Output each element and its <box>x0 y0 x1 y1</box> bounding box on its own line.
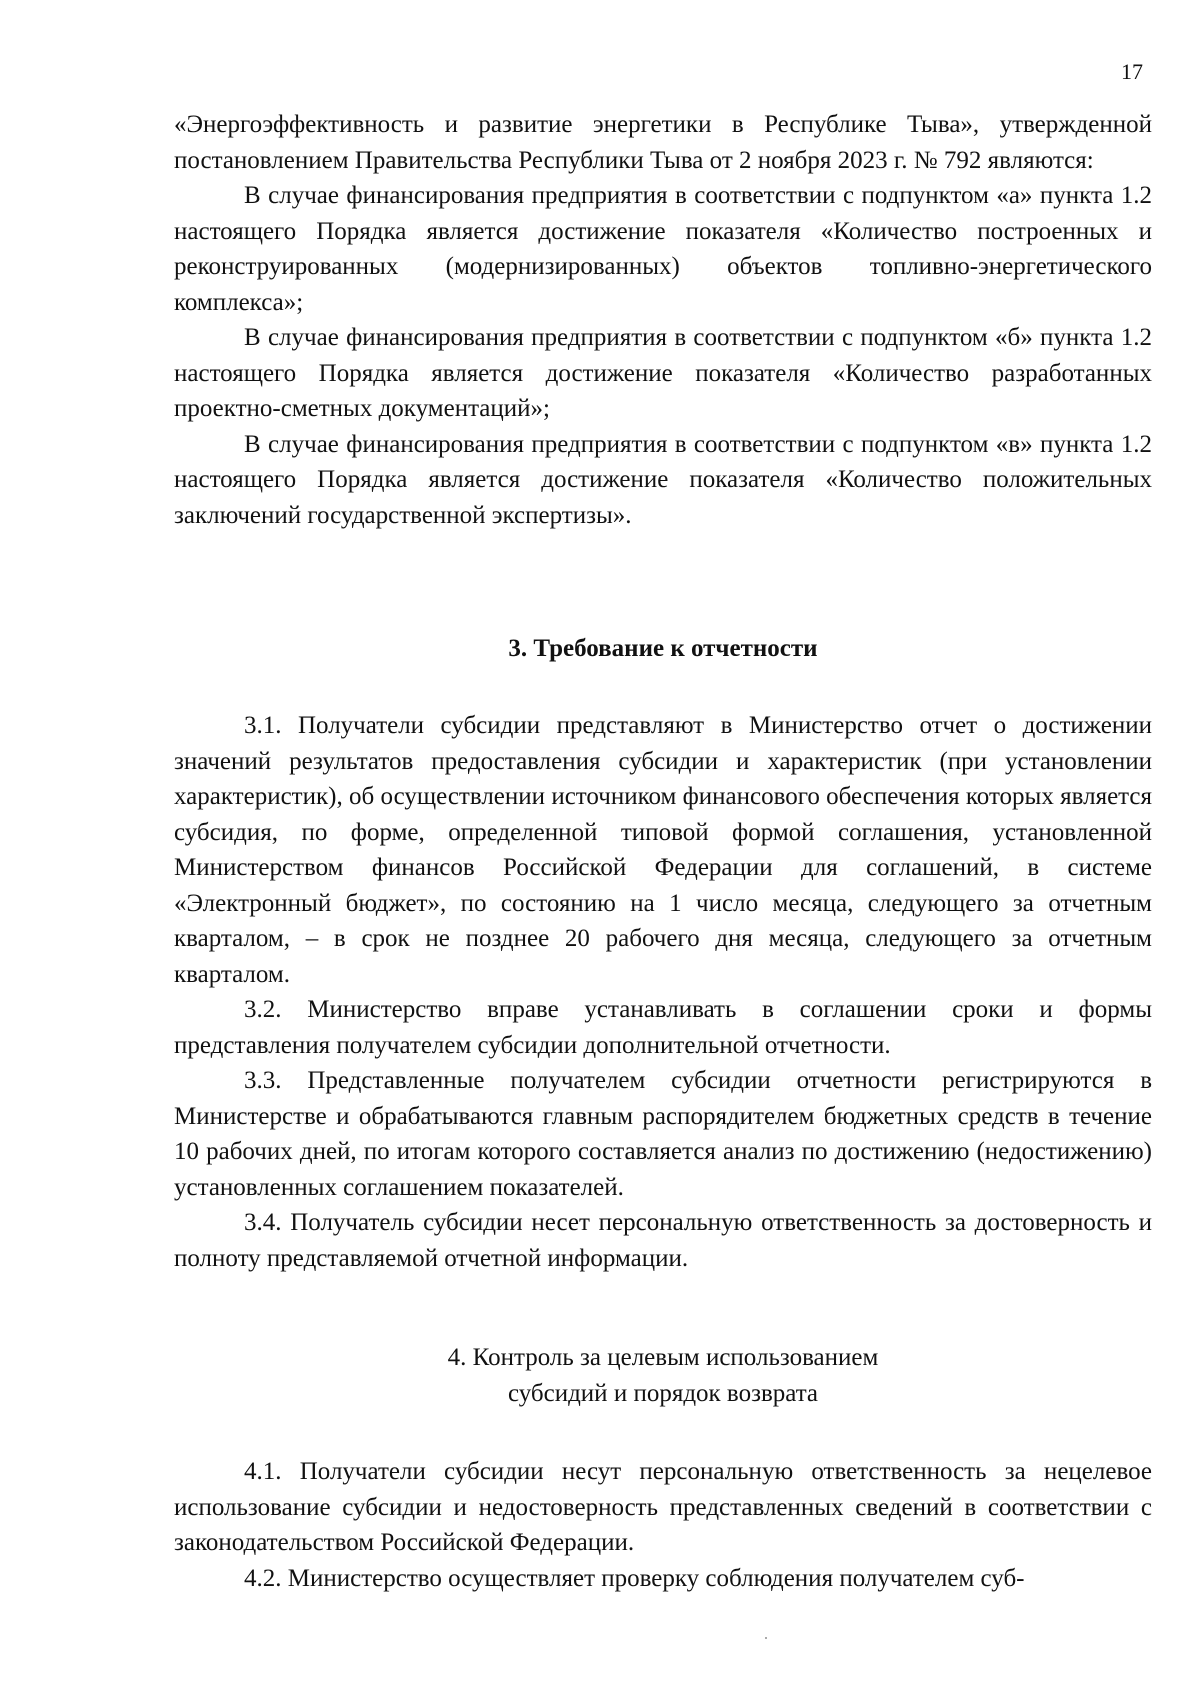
scan-speck <box>765 1637 767 1639</box>
section-4-heading-line-2: субсидий и порядок возврата <box>507 1379 819 1407</box>
criterion-v-paragraph: В случае финансирования предприятия в соответствии с подпунктом «в» пункта 1.2 настоящего Порядка является достижение показателя «Количество положительных заключений государственной экспертизы». <box>174 430 1152 529</box>
criterion-b-paragraph: В случае финансирования предприятия в соответствии с подпунктом «б» пункта 1.2 настоящего Порядка является достижение показателя «Количество разработанных проектно-сметных документаций»; <box>174 324 1152 422</box>
section-3-heading: 3. Требование к отчетности <box>508 635 818 662</box>
section-3-body <box>174 708 1152 1276</box>
clause-3-2: 3.2. Министерство вправе устанавливать в соглашении сроки и формы представления получателем субсидии дополнительной отчетности. <box>174 996 1152 1059</box>
clause-3-3: 3.3. Представленные получателем субсидии отчетности регистрируются в Министерстве и обрабатываются главным распорядителем бюджетных средств в течение 10 рабочих дней, по итогам которого составляется анализ по достижению (недостижению) установленных соглашением показателей. <box>174 1067 1152 1201</box>
clause-4-2: 4.2. Министерство осуществляет проверку соблюдения получателем суб- <box>244 1564 1025 1592</box>
section-4-body <box>174 1454 1152 1596</box>
clause-3-4: 3.4. Получатель субсидии несет персональную ответственность за достоверность и полноту представляемой отчетной информации. <box>174 1209 1152 1272</box>
page-number: 17 <box>1121 59 1143 84</box>
intro-block <box>174 107 1152 533</box>
section-4-heading-line-1: 4. Контроль за целевым использованием <box>447 1344 879 1371</box>
intro-paragraph: «Энергоэффективность и развитие энергетики в Республике Тыва», утвержденной постановлением Правительства Республики Тыва от 2 ноября 2023 г. № 792 являются: <box>174 111 1152 174</box>
clause-3-1: 3.1. Получатели субсидии представляют в Министерство отчет о достижении значений результатов предоставления субсидии и характеристик (при установлении характеристик), об осуществлении источником финансового обеспечения которых является субсидия, по форме, определенной типовой формой соглашения, установленной Министерством финансов Российской Федерации для соглашений, в системе «Электронный бюджет», по состоянию на 1 число месяца, следующего за отчетным кварталом, – в срок не позднее 20 рабочего дня месяца, следующего за отчетным кварталом. <box>174 712 1152 988</box>
section-4-heading <box>174 1340 1152 1411</box>
clause-4-1: 4.1. Получатели субсидии несут персональную ответственность за нецелевое использование субсидии и недостоверность представленных сведений в соответствии с законодательством Российской Федерации. <box>174 1458 1152 1556</box>
criterion-a-paragraph: В случае финансирования предприятия в соответствии с подпунктом «а» пункта 1.2 настоящего Порядка является достижение показателя «Количество построенных и реконструированных (модернизированных) объектов топливно-энергетического комплекса»; <box>174 182 1152 316</box>
